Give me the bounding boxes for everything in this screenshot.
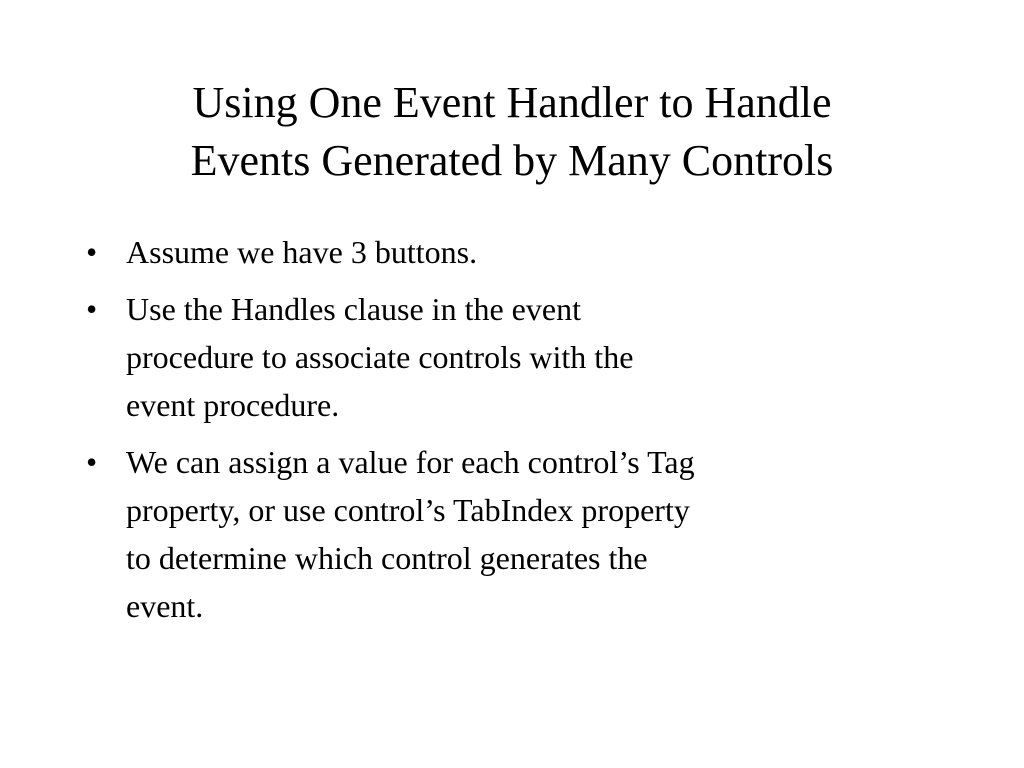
bullet-dot-icon: • (86, 234, 98, 270)
bullet-text-2 (126, 285, 966, 429)
bullet-dot-icon: • (86, 291, 98, 327)
bullet-text-1 (126, 228, 966, 276)
title-line-2: Events Generated by Many Controls (190, 136, 834, 185)
title-line-1: Using One Event Handler to Handle (192, 78, 832, 127)
bullet-item-2 (86, 285, 966, 429)
bullet-2-line-2: procedure to associate controls with the (126, 339, 634, 375)
bullet-2-line-3: event procedure. (126, 387, 340, 423)
bullet-2-line-1: Use the Handles clause in the event (126, 291, 581, 327)
bullet-3-line-4: event. (126, 588, 204, 624)
bullet-text-3 (126, 438, 966, 630)
bullet-3-line-1: We can assign a value for each control’s Tag (126, 444, 695, 480)
bullet-dot-icon: • (86, 444, 98, 480)
bullet-list (86, 228, 966, 639)
bullet-1-line-1: Assume we have 3 buttons. (126, 234, 478, 270)
bullet-3-line-2: property, or use control’s TabIndex property (126, 492, 690, 528)
bullet-item-1 (86, 228, 966, 276)
bullet-3-line-3: to determine which control generates the (126, 540, 648, 576)
slide-title (60, 74, 964, 190)
bullet-item-3 (86, 438, 966, 630)
